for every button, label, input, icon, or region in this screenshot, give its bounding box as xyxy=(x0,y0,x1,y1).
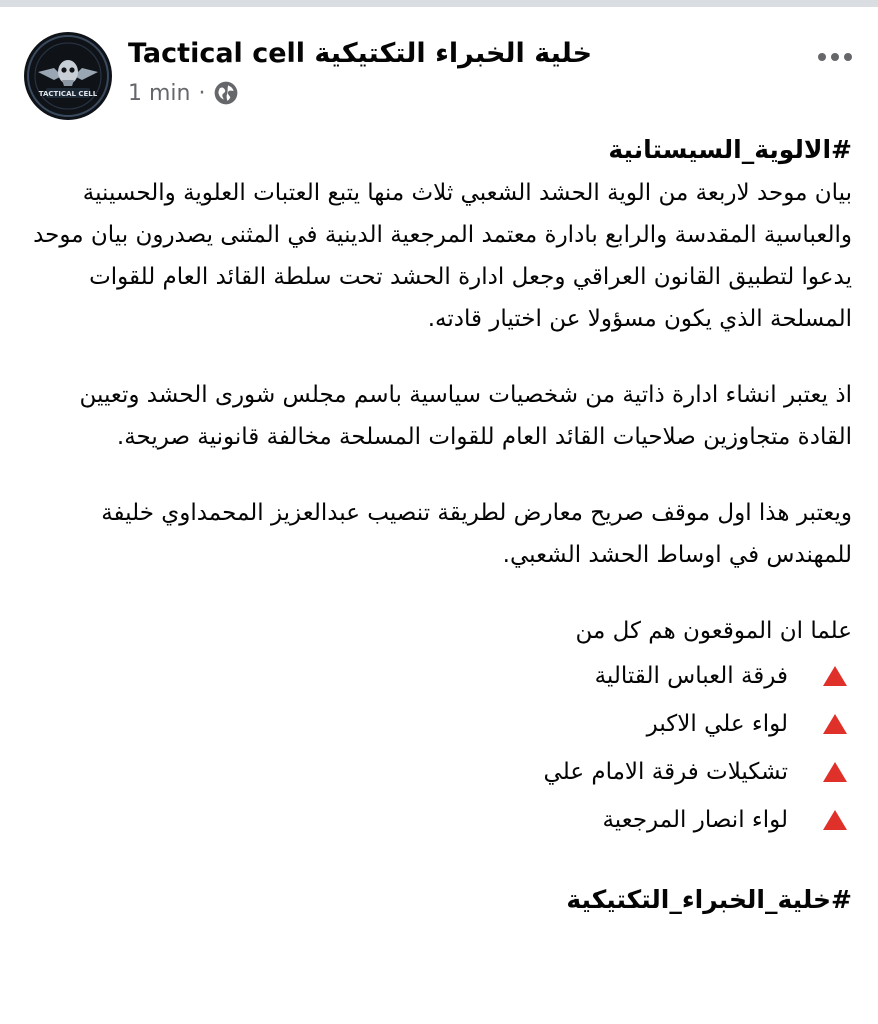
svg-text:TACTICAL CELL: TACTICAL CELL xyxy=(38,90,98,98)
meta-separator: · xyxy=(198,80,206,106)
red-triangle-icon xyxy=(822,713,852,735)
more-horizontal-icon xyxy=(815,51,855,63)
red-triangle-icon xyxy=(822,761,852,783)
page-avatar[interactable] xyxy=(24,32,112,120)
signers-intro: علما ان الموقعون هم كل من xyxy=(575,618,852,644)
red-triangle-icon xyxy=(822,809,852,831)
post-meta xyxy=(128,78,239,108)
page-name[interactable]: خلية الخبراء التكتيكية Tactical cell xyxy=(128,38,593,69)
post-paragraph: بيان موحد لاربعة من الوية الحشد الشعبي ثلاث منها يتبع العتبات العلوية والحسينية والعباسية المقدسة والرابع بادارة معتمد المرجعية الدينية في المثنى يصدرون بيان موحد يدعوا لتطبيق القانون العراقي وجعل ادارة الحشد تحت سلطة القائد العام للقوات المسلحة الذي يكون مسؤولا عن اختيار قادته. xyxy=(33,180,852,332)
post-paragraph: ويعتبر هذا اول موقف صريح معارض لطريقة تنصيب عبدالعزيز المحمداوي خليفة للمهندس في اوساط الحشد الشعبي. xyxy=(101,500,852,568)
post-body xyxy=(22,128,852,922)
signers-list xyxy=(22,652,852,844)
list-item xyxy=(22,652,852,700)
more-options-button[interactable] xyxy=(812,42,858,72)
top-divider xyxy=(0,0,878,7)
tactical-cell-logo-icon xyxy=(24,32,112,120)
post-paragraph: اذ يعتبر انشاء ادارة ذاتية من شخصيات سياسية باسم مجلس شورى الحشد وتعيين القادة متجاوزين صلاحيات القائد العام للقوات المسلحة مخالفة قانونية صريحة. xyxy=(79,382,852,450)
signer-name: فرقة العباس القتالية xyxy=(594,663,788,689)
list-item xyxy=(22,748,852,796)
list-item xyxy=(22,700,852,748)
hashtag-link[interactable]: #الالوية_السيستانية xyxy=(608,135,852,164)
red-triangle-icon xyxy=(822,665,852,687)
post-timestamp[interactable]: 1 min xyxy=(128,80,191,106)
signer-name: لواء علي الاكبر xyxy=(646,711,788,737)
signer-name: تشكيلات فرقة الامام علي xyxy=(543,759,788,785)
globe-icon[interactable] xyxy=(213,80,239,106)
hashtag-link[interactable]: #خلية_الخبراء_التكتيكية xyxy=(566,885,852,914)
signer-name: لواء انصار المرجعية xyxy=(602,807,788,833)
list-item xyxy=(22,796,852,844)
